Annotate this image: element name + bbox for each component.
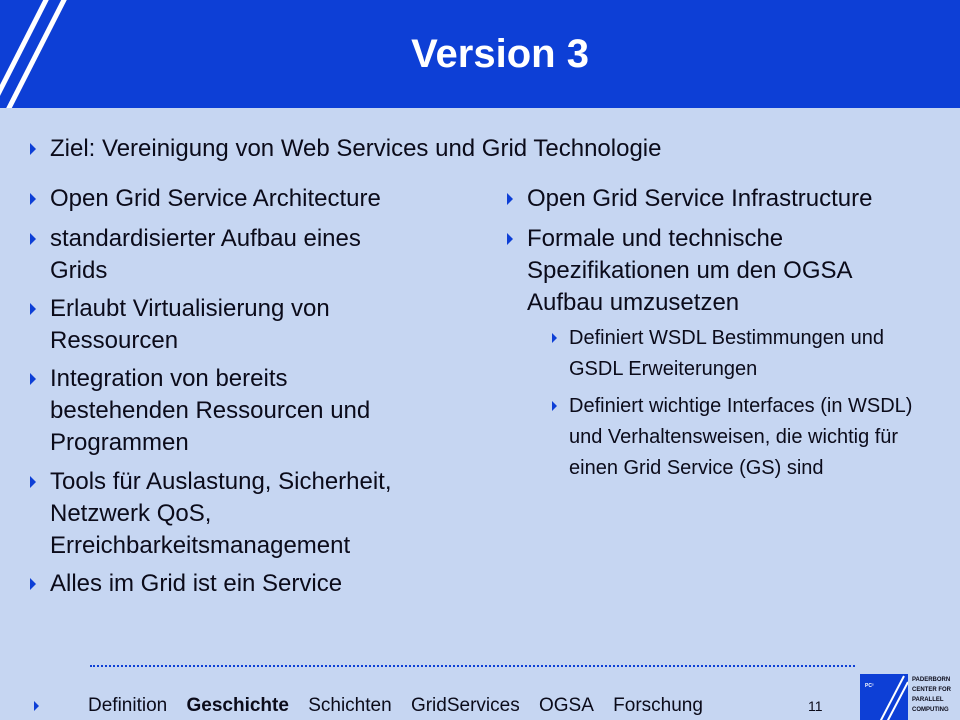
footer-arrow-icon bbox=[34, 701, 39, 711]
footer-nav bbox=[88, 694, 717, 718]
logo-line: COMPUTING bbox=[912, 707, 949, 713]
bullet-arrow-icon bbox=[30, 476, 36, 488]
left-bullet-text: Alles im Grid ist ein Service bbox=[50, 570, 343, 597]
nav-item-schichten[interactable]: Schichten bbox=[308, 695, 392, 716]
left-bullet-text: Tools für Auslastung, Sicherheit, Netzwerk QoS, Erreichbarkeitsmanagement bbox=[50, 468, 392, 559]
bullet-arrow-icon bbox=[507, 233, 513, 245]
logo-mark-icon bbox=[860, 674, 908, 720]
right-sub-bullet bbox=[552, 323, 932, 385]
left-bullet bbox=[30, 363, 430, 459]
nav-item-gridservices[interactable]: GridServices bbox=[410, 695, 520, 716]
bullet-arrow-icon bbox=[30, 303, 36, 315]
pc2-logo bbox=[860, 674, 908, 720]
intro-text: Ziel: Vereinigung von Web Services und Grid Technologie bbox=[50, 135, 662, 162]
logo-line: PADERBORN bbox=[912, 677, 951, 683]
bullet-arrow-icon bbox=[30, 373, 36, 385]
nav-item-ogsa[interactable]: OGSA bbox=[538, 695, 594, 716]
bullet-arrow-icon bbox=[507, 193, 513, 205]
page-title: Version 3 bbox=[411, 32, 589, 76]
left-bullet-text: standardisierter Aufbau eines Grids bbox=[50, 225, 361, 284]
left-bullet bbox=[30, 293, 430, 357]
right-bullet-text: Formale und technische Spezifikationen um den OGSA Aufbau umzusetzen bbox=[527, 225, 852, 316]
left-bullet bbox=[30, 183, 460, 215]
bullet-arrow-icon bbox=[30, 233, 36, 245]
logo-caption bbox=[912, 675, 951, 715]
right-bullet bbox=[507, 223, 902, 319]
right-sub-bullet-text: Definiert WSDL Bestimmungen und GSDL Erweiterungen bbox=[569, 327, 884, 380]
title-bar bbox=[0, 0, 960, 108]
left-bullet-text: Integration von bereits bestehenden Ressourcen und Programmen bbox=[50, 365, 371, 456]
nav-item-geschichte[interactable]: Geschichte bbox=[186, 695, 289, 716]
nav-item-forschung[interactable]: Forschung bbox=[613, 695, 703, 716]
right-bullet bbox=[507, 183, 927, 215]
left-bullet-text: Erlaubt Virtualisierung von Ressourcen bbox=[50, 295, 330, 354]
left-bullet-text: Open Grid Service Architecture bbox=[50, 185, 381, 212]
bullet-arrow-icon bbox=[552, 333, 557, 343]
logo-line: CENTER FOR bbox=[912, 687, 951, 693]
logo-small-text: PC² bbox=[865, 683, 874, 689]
bullet-arrow-icon bbox=[30, 578, 36, 590]
intro-bullet bbox=[30, 133, 830, 165]
right-bullet-text: Open Grid Service Infrastructure bbox=[527, 185, 873, 212]
bullet-arrow-icon bbox=[30, 143, 36, 155]
page-number: 11 bbox=[808, 698, 823, 714]
left-bullet bbox=[30, 466, 460, 562]
right-sub-bullet-text: Definiert wichtige Interfaces (in WSDL) und Verhaltensweisen, die wichtig für einen Grid Service (GS) sind bbox=[569, 395, 913, 479]
footer-divider bbox=[90, 665, 855, 667]
right-sub-bullet bbox=[552, 391, 932, 484]
bullet-arrow-icon bbox=[552, 401, 557, 411]
nav-item-definition[interactable]: Definition bbox=[88, 695, 168, 716]
logo-line: PARALLEL bbox=[912, 697, 944, 703]
left-bullet bbox=[30, 568, 460, 600]
left-bullet bbox=[30, 223, 420, 287]
bullet-arrow-icon bbox=[30, 193, 36, 205]
